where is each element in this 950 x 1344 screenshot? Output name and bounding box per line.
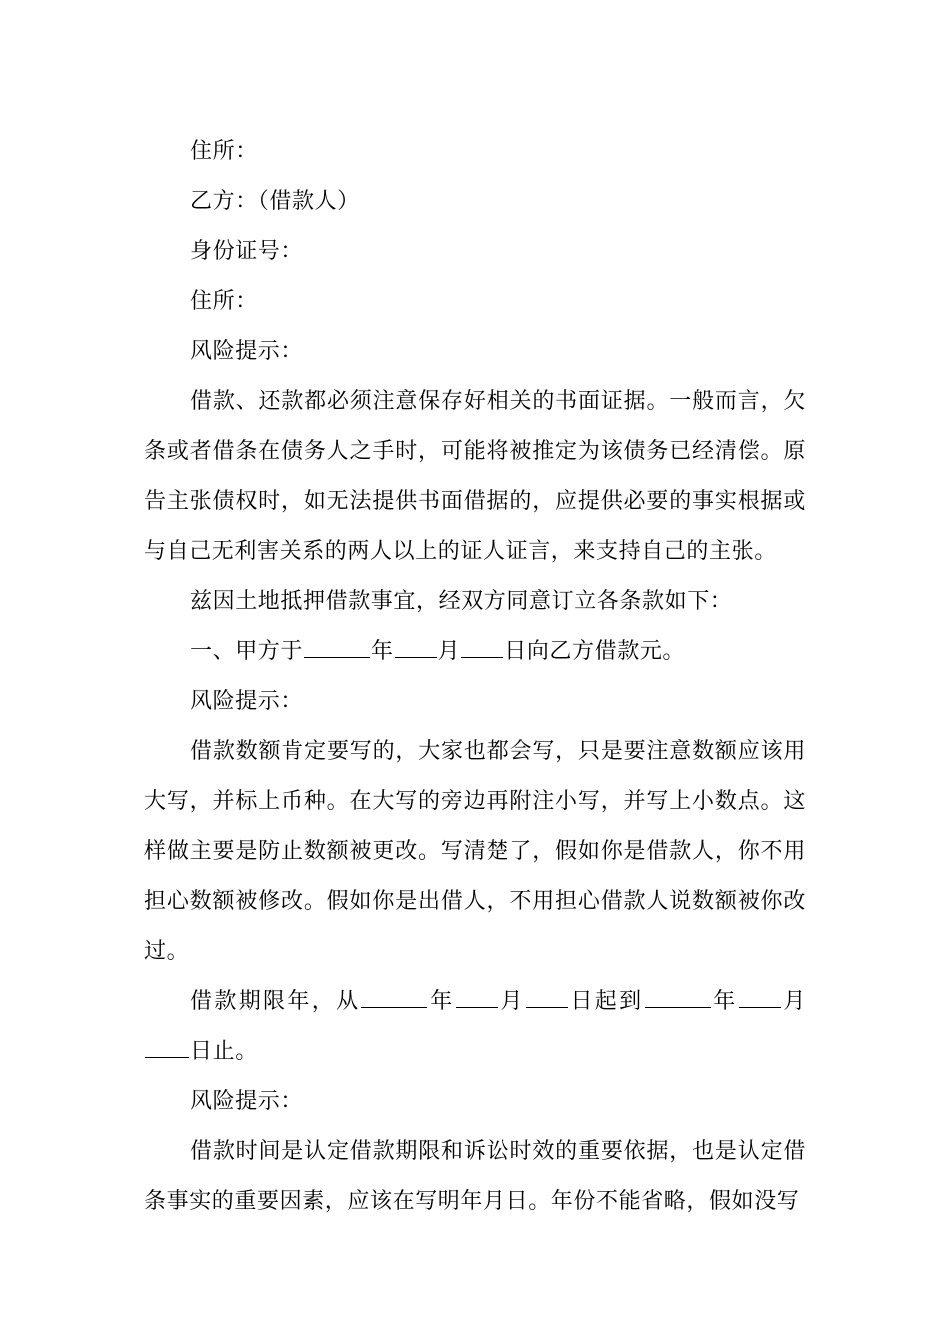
risk-tip-paragraph-1: 借款、还款都必须注意保存好相关的书面证据。一般而言，欠条或者借条在债务人之手时，可能将被推定为该债务已经清偿。原告主张债权时，如无法提供书面借据的，应提供必要的事实根据或与自己无利害关系的两人以上的证人证言，来支持自己的主张。 <box>144 389 806 564</box>
clause-1-loan-date <box>144 627 806 677</box>
clause-1-text-a: 一、甲方于 <box>190 639 304 664</box>
clause-1-text-b: 年 <box>371 639 394 664</box>
risk-tip-heading-1: 风险提示： <box>190 339 304 364</box>
party-a-address-label: 住所： <box>190 139 258 164</box>
agreement-intro: 兹因土地抵押借款事宜，经双方同意订立各条款如下： <box>190 589 733 614</box>
clause-1-text-d: 日向乙方借款元。 <box>504 639 686 664</box>
year-blank <box>304 634 370 658</box>
month-blank <box>395 634 437 658</box>
day-blank <box>461 634 503 658</box>
party-b-address-label: 住所： <box>190 289 258 314</box>
risk-tip-paragraph-2: 借款数额肯定要写的，大家也都会写，只是要注意数额应该用大写，并标上币种。在大写的旁边再附注小写，并写上小数点。这样做主要是防止数额被更改。写清楚了，假如你是借款人，你不用担心数额被修改。假如你是出借人，不用担心借款人说数额被你改过。 <box>144 739 806 964</box>
risk-tip-heading-2: 风险提示： <box>190 689 304 714</box>
end-day-blank <box>145 1034 189 1058</box>
end-year-blank <box>645 984 711 1008</box>
party-b-id-number-label: 身份证号： <box>190 239 304 264</box>
loan-term-text-c: 月 <box>498 989 525 1014</box>
loan-term-text-f: 月 <box>781 989 806 1014</box>
end-month-blank <box>739 984 781 1008</box>
risk-tip-paragraph-3: 借款时间是认定借款期限和诉讼时效的重要依据，也是认定借条事实的重要因素，应该在写明年月日。年份不能省略，假如没写 <box>144 1139 806 1214</box>
start-month-blank <box>456 984 498 1008</box>
clause-1-text-c: 月 <box>437 639 461 664</box>
loan-term-text-d: 日起到 <box>568 989 644 1014</box>
loan-term-text-e: 年 <box>711 989 738 1014</box>
document-body <box>144 127 806 1227</box>
loan-term-text-a: 借款期限年，从 <box>190 989 361 1014</box>
start-year-blank <box>361 984 427 1008</box>
party-b-heading: 乙方：（借款人） <box>190 189 360 214</box>
loan-term-text-b: 年 <box>428 989 455 1014</box>
risk-tip-heading-3: 风险提示： <box>190 1089 304 1114</box>
start-day-blank <box>526 984 568 1008</box>
loan-term-text-g: 日止。 <box>190 1039 258 1064</box>
loan-term-clause <box>144 977 806 1077</box>
